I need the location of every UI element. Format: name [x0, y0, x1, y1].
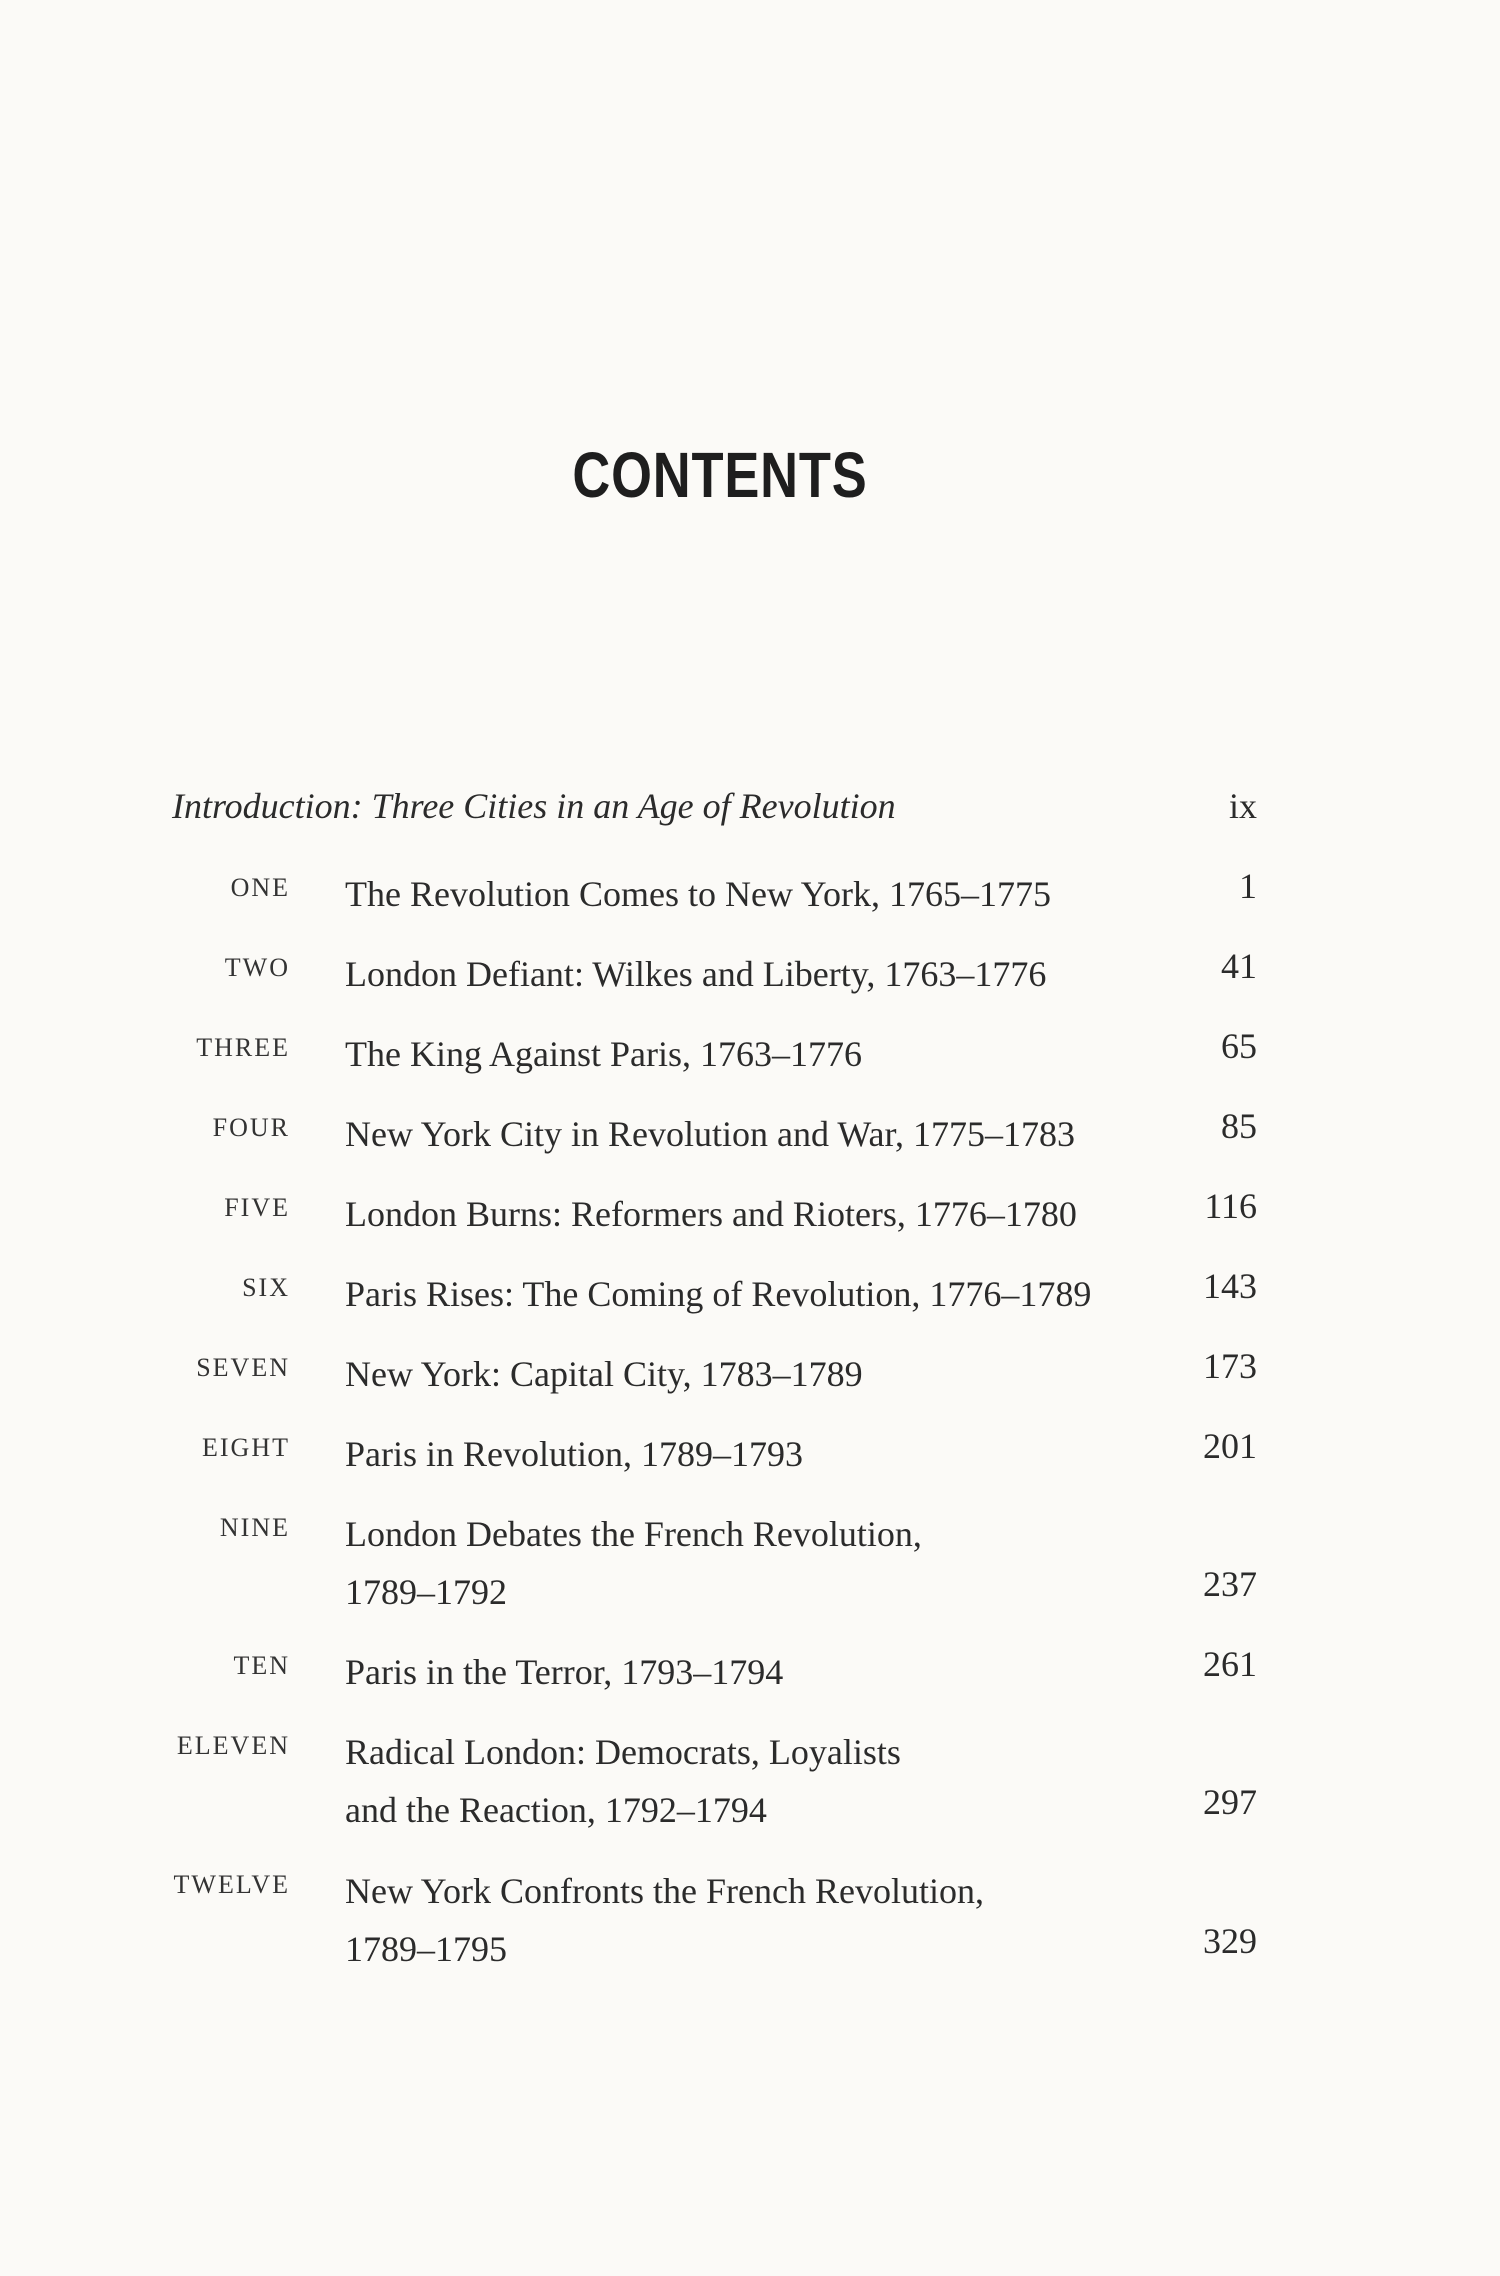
chapter-title: [345, 1505, 1145, 1621]
chapter-title-line: and the Reaction, 1792–1794: [345, 1790, 767, 1830]
chapter-title: [345, 1025, 1145, 1083]
chapter-number: TEN: [233, 1651, 290, 1680]
toc-entry-chapter[interactable]: [0, 1862, 1500, 1978]
chapter-title-line: London Burns: Reformers and Rioters, 1776–1780: [345, 1194, 1077, 1234]
introduction-title: Introduction: Three Cities in an Age of Revolution: [172, 786, 896, 826]
chapter-number: NINE: [219, 1513, 290, 1542]
chapter-title: [345, 1643, 1145, 1701]
chapter-number: TWO: [224, 953, 290, 982]
chapter-number: ELEVEN: [176, 1731, 290, 1760]
page-title: CONTENTS: [572, 439, 868, 511]
toc-entry-chapter[interactable]: [0, 945, 1500, 1003]
chapter-title: [345, 1105, 1145, 1163]
chapter-title-line: Paris Rises: The Coming of Revolution, 1776–1789: [345, 1274, 1092, 1314]
chapter-title: [345, 1862, 1145, 1978]
chapter-title-line: New York City in Revolution and War, 1775–1783: [345, 1114, 1075, 1154]
chapter-title-line: The Revolution Comes to New York, 1765–1775: [345, 874, 1051, 914]
chapter-title-line: Radical London: Democrats, Loyalists: [345, 1732, 901, 1772]
toc-entry-chapter[interactable]: [0, 1265, 1500, 1323]
chapter-title: [345, 945, 1145, 1003]
chapter-number: SIX: [242, 1273, 290, 1302]
chapter-number: SEVEN: [196, 1353, 290, 1382]
chapter-number: EIGHT: [202, 1433, 290, 1462]
toc-entry-chapter[interactable]: [0, 1505, 1500, 1621]
chapter-title-line: 1789–1795: [345, 1929, 507, 1969]
chapter-title-line: Paris in the Terror, 1793–1794: [345, 1652, 784, 1692]
chapter-page-number: 41: [1221, 946, 1257, 986]
toc-entry-chapter[interactable]: [0, 1105, 1500, 1163]
chapter-page-number: 201: [1203, 1426, 1257, 1466]
chapter-number: FIVE: [224, 1193, 290, 1222]
toc-entry-chapter[interactable]: [0, 1185, 1500, 1243]
chapter-title-line: New York Confronts the French Revolution,: [345, 1871, 984, 1911]
chapter-page-number: 173: [1203, 1346, 1257, 1386]
chapter-number: ONE: [230, 873, 290, 902]
chapter-title: [345, 1345, 1145, 1403]
chapter-title: [345, 1265, 1145, 1323]
chapter-title-line: London Debates the French Revolution,: [345, 1514, 922, 1554]
introduction-page-number: ix: [1228, 786, 1257, 826]
chapter-page-number: 65: [1221, 1026, 1257, 1066]
chapter-number: TWELVE: [173, 1870, 290, 1899]
toc-entry-introduction[interactable]: [172, 785, 1257, 845]
chapter-page-number: 237: [1203, 1564, 1257, 1604]
chapter-title-line: Paris in Revolution, 1789–1793: [345, 1434, 803, 1474]
chapter-title-line: The King Against Paris, 1763–1776: [345, 1034, 862, 1074]
toc-entry-chapter[interactable]: [0, 1425, 1500, 1483]
toc-entry-chapter[interactable]: [0, 1025, 1500, 1083]
chapter-page-number: 261: [1203, 1644, 1257, 1684]
toc-entry-chapter[interactable]: [0, 865, 1500, 923]
toc-entry-chapter[interactable]: [0, 1723, 1500, 1839]
chapter-title: [345, 1185, 1145, 1243]
chapter-page-number: 329: [1203, 1921, 1257, 1961]
toc-entry-chapter[interactable]: [0, 1345, 1500, 1403]
chapter-number: FOUR: [212, 1113, 290, 1142]
chapter-page-number: 143: [1203, 1266, 1257, 1306]
chapter-page-number: 116: [1204, 1186, 1257, 1226]
chapter-page-number: 297: [1203, 1782, 1257, 1822]
chapter-page-number: 1: [1239, 866, 1257, 906]
chapter-page-number: 85: [1221, 1106, 1257, 1146]
chapter-title-line: London Defiant: Wilkes and Liberty, 1763–1776: [345, 954, 1047, 994]
chapter-number: THREE: [196, 1033, 290, 1062]
chapter-title: [345, 1425, 1145, 1483]
toc-entry-chapter[interactable]: [0, 1643, 1500, 1701]
chapter-title: [345, 1723, 1145, 1839]
chapter-title-line: New York: Capital City, 1783–1789: [345, 1354, 863, 1394]
chapter-title: [345, 865, 1145, 923]
chapter-title-line: 1789–1792: [345, 1572, 507, 1612]
